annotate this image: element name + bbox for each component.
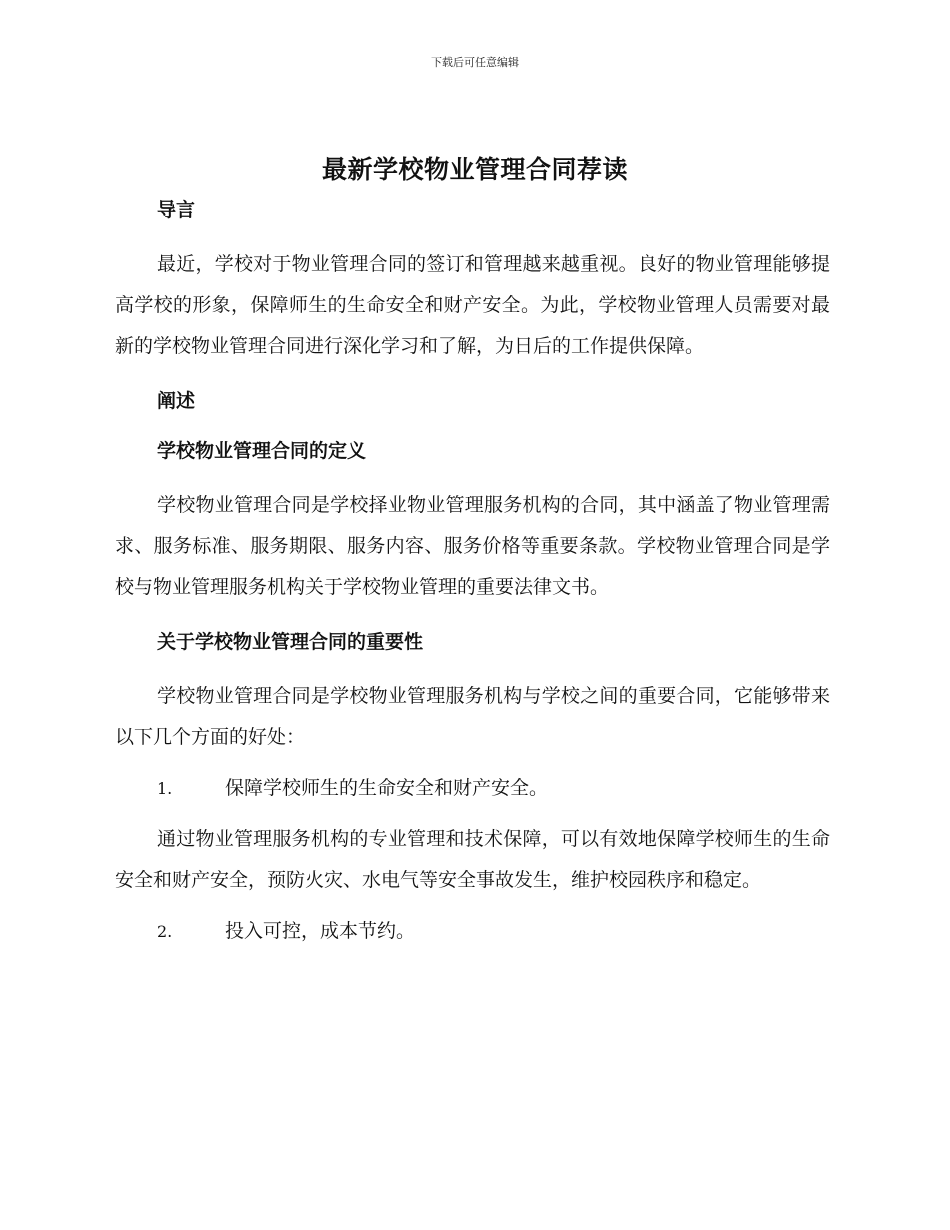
list-item-2-number: 2.	[157, 922, 173, 941]
item1-paragraph: 通过物业管理服务机构的专业管理和技术保障，可以有效地保障学校师生的生命安全和财产安全，预防火灾、水电气等安全事故发生，维护校园秩序和稳定。	[115, 828, 830, 891]
explain-heading: 阐述	[157, 390, 196, 412]
list-item-1-number: 1.	[157, 779, 173, 798]
list-item-2	[115, 911, 830, 952]
list-item-1	[115, 768, 830, 809]
intro-paragraph: 最近，学校对于物业管理合同的签订和管理越来越重视。良好的物业管理能够提高学校的形象，保障师生的生命安全和财产安全。为此，学校物业管理人员需要对最新的学校物业管理合同进行深化学习和了解，为日后的工作提供保障。	[115, 253, 830, 357]
document-title: 最新学校物业管理合同荐读	[321, 155, 628, 184]
document-body	[115, 196, 830, 952]
list-item-1-text: 保障学校师生的生命安全和财产安全。	[225, 777, 549, 799]
definition-heading: 学校物业管理合同的定义	[157, 440, 367, 462]
list-item-2-text: 投入可控，成本节约。	[225, 920, 416, 942]
importance-heading: 关于学校物业管理合同的重要性	[157, 631, 424, 653]
importance-paragraph: 学校物业管理合同是学校物业管理服务机构与学校之间的重要合同，它能够带来以下几个方面的好处：	[115, 685, 830, 748]
header-note: 下载后可任意编辑	[431, 56, 519, 69]
intro-heading: 导言	[157, 199, 196, 221]
definition-paragraph: 学校物业管理合同是学校择业物业管理服务机构的合同，其中涵盖了物业管理需求、服务标准、服务期限、服务内容、服务价格等重要条款。学校物业管理合同是学校与物业管理服务机构关于学校物业管理的重要法律文书。	[115, 494, 830, 598]
